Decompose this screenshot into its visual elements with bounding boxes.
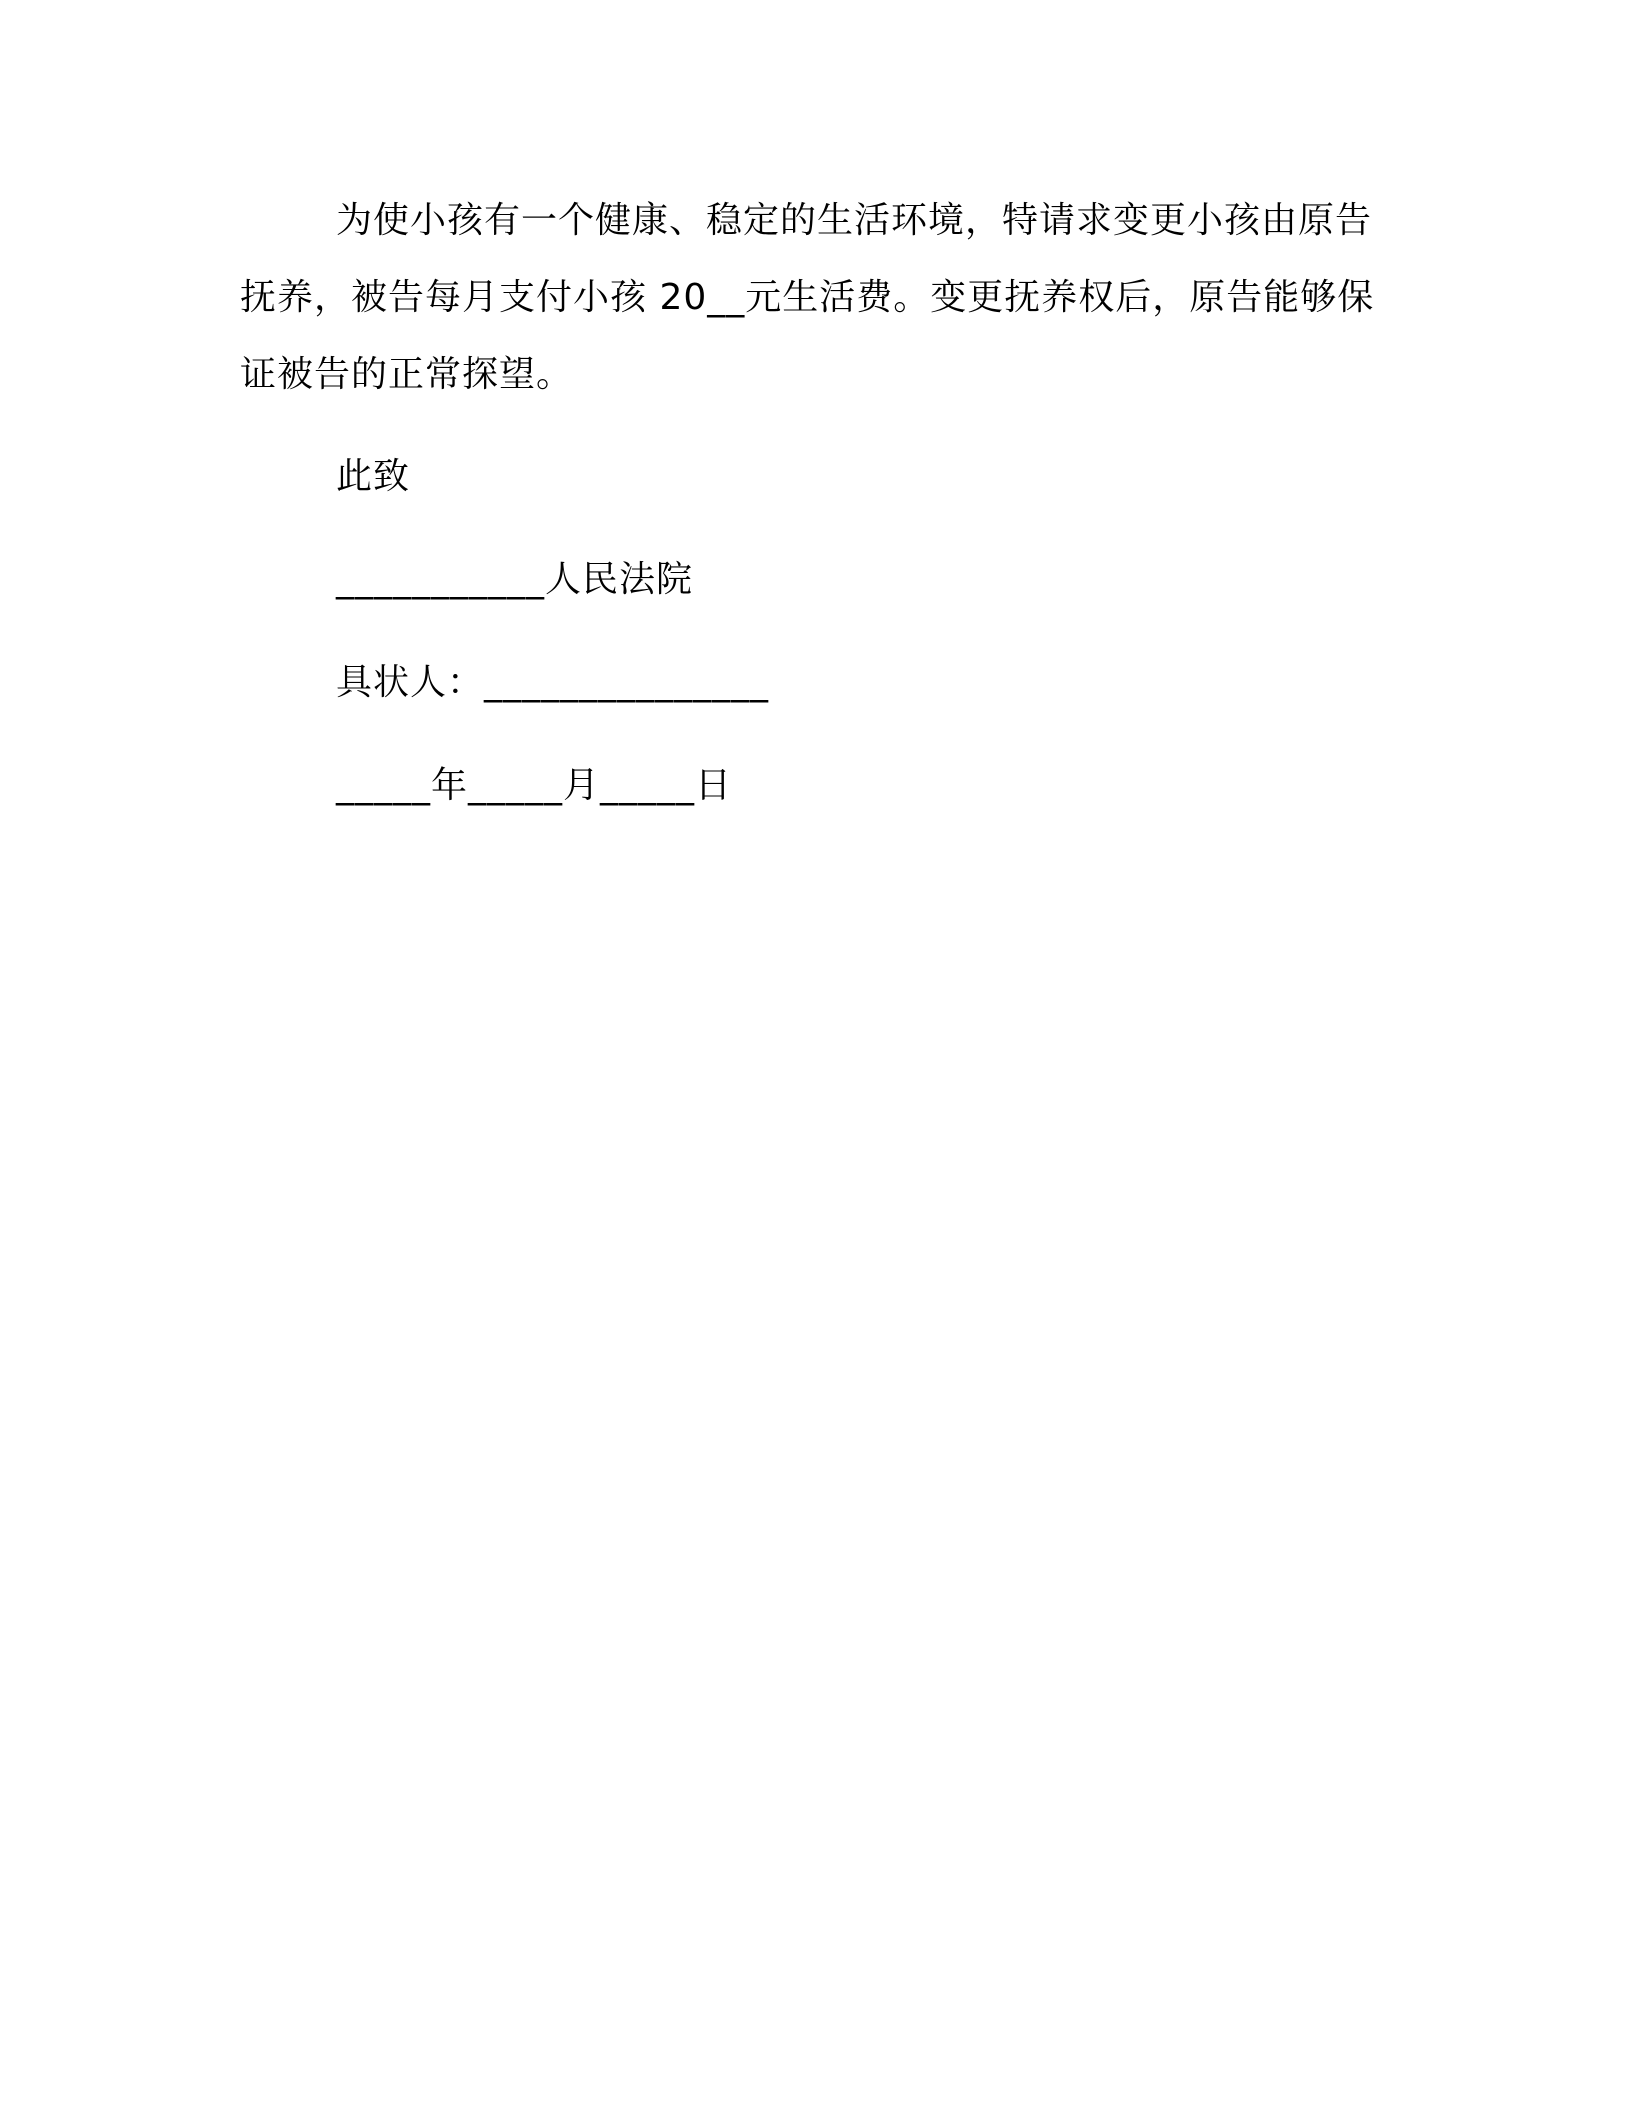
document-body xyxy=(240,182,1390,824)
court-line: ___________人民法院 xyxy=(336,559,694,600)
request-paragraph: 为使小孩有一个健康、稳定的生活环境，特请求变更小孩由原告抚养，被告每月支付小孩 20__元生活费。变更抚养权后，原告能够保证被告的正常探望。 xyxy=(240,200,1375,395)
salutation: 此致 xyxy=(336,456,411,497)
signatory-line: 具状人：_______________ xyxy=(336,662,770,703)
date-line: _____年_____月_____日 xyxy=(336,765,733,806)
